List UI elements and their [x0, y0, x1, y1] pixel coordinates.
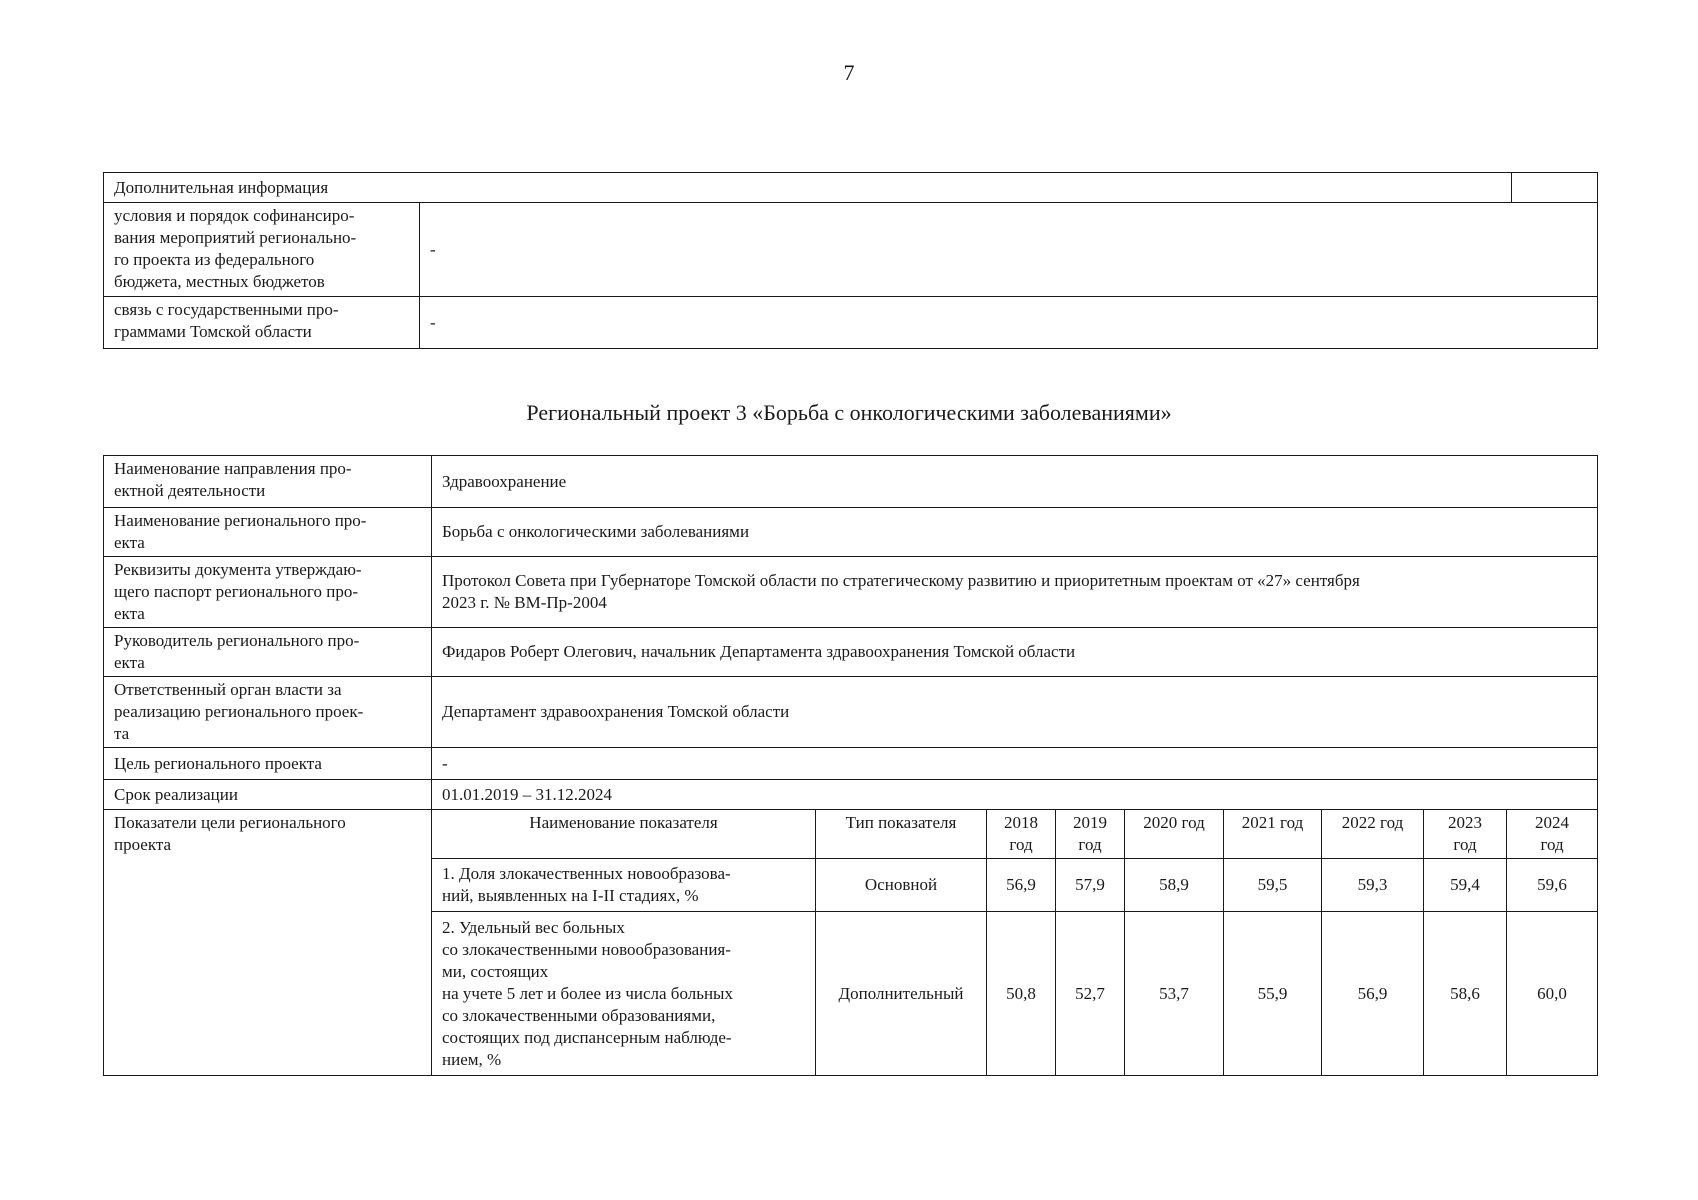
- additional-info-header-empty-cell: [1512, 173, 1598, 203]
- label-line: Наименование направления про-: [114, 459, 352, 478]
- year-unit: год: [1009, 835, 1033, 854]
- label-line: бюджета, местных бюджетов: [114, 272, 325, 291]
- label-line: связь с государственными про-: [114, 300, 339, 319]
- project-head-label: [104, 628, 432, 677]
- indicator-value: 50,8: [987, 912, 1056, 1076]
- label-line: ектной деятельности: [114, 481, 266, 500]
- label-line: екта: [114, 604, 145, 623]
- indicators-label: [104, 810, 432, 1076]
- project-goal-value: [432, 748, 1598, 780]
- indicator-value: 57,9: [1056, 859, 1125, 912]
- year-header-2022: [1322, 810, 1424, 859]
- value-line: Здравоохранение: [442, 471, 567, 491]
- name-line: состоящих под диспансерным наблюде-: [442, 1027, 732, 1047]
- project-name-value: [432, 508, 1598, 557]
- indicator-value: 52,7: [1056, 912, 1125, 1076]
- value-line: Фидаров Роберт Олегович, начальник Департамента здравоохранения Томской области: [442, 642, 1076, 661]
- label-line: Показатели цели регионального: [114, 813, 346, 832]
- label-line: Наименование регионального про-: [114, 511, 367, 530]
- indicator-type: Основной: [816, 859, 987, 912]
- approval-document-label: [104, 557, 432, 628]
- direction-value: [432, 456, 1598, 508]
- label-line: екта: [114, 653, 145, 672]
- responsible-body-label: [104, 677, 432, 748]
- label-line: екта: [114, 533, 145, 552]
- cofinancing-label: [104, 203, 420, 297]
- name-line: нием, %: [442, 1049, 502, 1069]
- label-line: Ответственный орган власти за: [114, 680, 342, 699]
- indicator-value: 56,9: [1322, 912, 1424, 1076]
- cofinancing-value: -: [420, 203, 1598, 297]
- label-line: проекта: [114, 835, 172, 854]
- value-line: 01.01.2019 – 31.12.2024: [442, 784, 612, 804]
- indicator-type: Дополнительный: [816, 912, 987, 1076]
- approval-document-value: [432, 557, 1598, 628]
- year-header-2021: [1224, 810, 1322, 859]
- year-header-2020: [1125, 810, 1224, 859]
- indicator-type-header: Тип показателя: [816, 810, 987, 859]
- label-line: го проекта из федерального: [114, 250, 315, 269]
- name-line: на учете 5 лет и более из числа больных: [442, 983, 733, 1003]
- project-head-value: [432, 628, 1598, 677]
- implementation-period-value: [432, 780, 1598, 810]
- direction-label: [104, 456, 432, 508]
- indicator-value: 59,5: [1224, 859, 1322, 912]
- indicator-value: 58,9: [1125, 859, 1224, 912]
- year-label: 2024: [1535, 813, 1570, 832]
- label-line: щего паспорт регионального про-: [114, 582, 358, 601]
- name-line: ний, выявленных на I-II стадиях, %: [442, 886, 699, 905]
- indicator-value: 60,0: [1507, 912, 1598, 1076]
- label-line: Срок реализации: [114, 784, 238, 804]
- state-programs-label: [104, 297, 420, 349]
- name-line: ми, состоящих: [442, 961, 549, 981]
- year-header-2019: [1056, 810, 1125, 859]
- year-label: 2021 год: [1241, 813, 1304, 832]
- label-line: условия и порядок софинансиро-: [114, 206, 355, 225]
- indicator-name-header: Наименование показателя: [432, 810, 816, 859]
- value-line: -: [442, 753, 448, 773]
- additional-info-header: Дополнительная информация: [104, 173, 1512, 203]
- indicator-name: [432, 912, 816, 1076]
- project-passport-table: [103, 455, 1598, 1076]
- value-line: Департамент здравоохранения Томской области: [442, 702, 790, 721]
- value-line: Борьба с онкологическими заболеваниями: [442, 522, 750, 541]
- year-label: 2020 год: [1143, 813, 1205, 832]
- year-unit: год: [1540, 835, 1564, 854]
- year-header-2024: [1507, 810, 1598, 859]
- year-label: 2022 год: [1341, 813, 1404, 832]
- value-line: 2023 г. № ВМ-Пр-2004: [442, 593, 607, 612]
- label-line: вания мероприятий регионально-: [114, 228, 357, 247]
- project-goal-label: [104, 748, 432, 780]
- year-header-2018: [987, 810, 1056, 859]
- year-label: 2018: [1004, 813, 1038, 832]
- indicator-value: 59,4: [1424, 859, 1507, 912]
- label-line: Реквизиты документа утверждаю-: [114, 560, 362, 579]
- state-programs-value: -: [420, 297, 1598, 349]
- indicator-value: 59,6: [1507, 859, 1598, 912]
- value-line: Протокол Совета при Губернаторе Томской области по стратегическому развитию и приоритетным проектам от «27» сентября: [442, 571, 1360, 590]
- indicator-value: 55,9: [1224, 912, 1322, 1076]
- indicator-value: 58,6: [1424, 912, 1507, 1076]
- name-line: со злокачественными образованиями,: [442, 1005, 716, 1025]
- year-unit: год: [1453, 835, 1477, 854]
- responsible-body-value: [432, 677, 1598, 748]
- indicator-value: 56,9: [987, 859, 1056, 912]
- year-label: 2019: [1073, 813, 1107, 832]
- section-title: Региональный проект 3 «Борьба с онкологическими заболеваниями»: [526, 400, 1172, 425]
- year-header-2023: [1424, 810, 1507, 859]
- page-number: 7: [843, 60, 855, 85]
- label-line: та: [114, 724, 130, 743]
- label-line: Руководитель регионального про-: [114, 631, 360, 650]
- label-line: реализацию регионального проек-: [114, 702, 364, 721]
- indicator-name: [432, 859, 816, 912]
- indicator-value: 59,3: [1322, 859, 1424, 912]
- year-unit: год: [1078, 835, 1102, 854]
- name-line: 2. Удельный вес больных: [442, 917, 625, 937]
- additional-info-table: [103, 172, 1598, 349]
- label-line: Цель регионального проекта: [114, 753, 322, 773]
- name-line: 1. Доля злокачественных новообразова-: [442, 864, 731, 883]
- name-line: со злокачественными новообразования-: [442, 939, 731, 959]
- year-label: 2023: [1448, 813, 1482, 832]
- label-line: граммами Томской области: [114, 322, 312, 341]
- implementation-period-label: [104, 780, 432, 810]
- project-name-label: [104, 508, 432, 557]
- indicator-value: 53,7: [1125, 912, 1224, 1076]
